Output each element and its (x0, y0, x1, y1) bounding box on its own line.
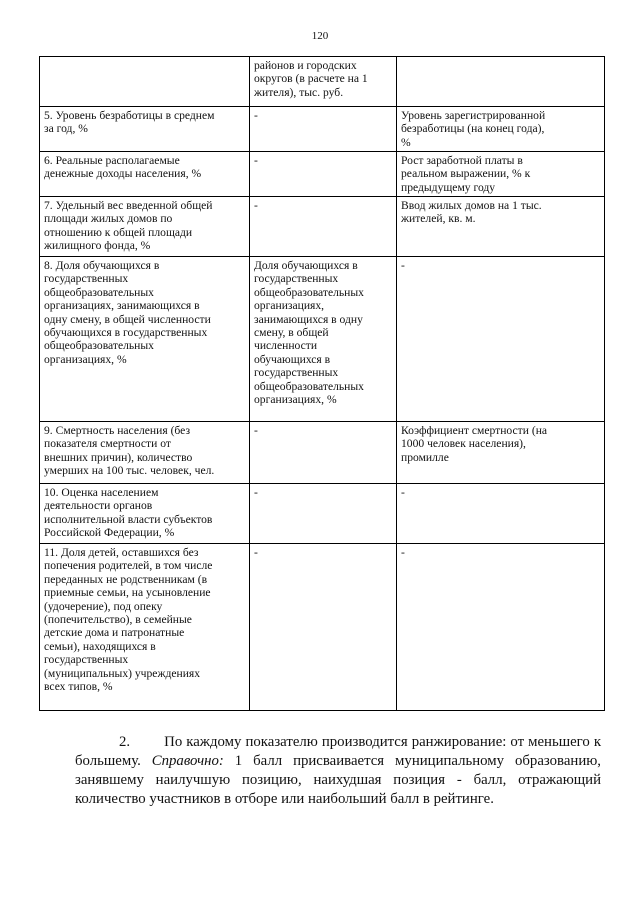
table-cell: - (250, 484, 397, 544)
paragraph-text-start: По каждому показателю производится ранжирование: от меньшего к большему. (75, 734, 602, 769)
table-cell: - (250, 544, 397, 711)
table-cell: 7. Удельный вес введенной общей площади жилых домов по отношению к общей площади жилищного фонда, % (40, 197, 250, 257)
table-row (40, 197, 605, 257)
table-cell: - (250, 422, 397, 484)
table-cell: 8. Доля обучающихся в государственных общеобразовательных организациях, занимающихся в одну смену, в общей численности обучающихся в государственных общеобразовательных организациях, % (40, 257, 250, 422)
table-cell: районов и городских округов (в расчете на 1 жителя), тыс. руб. (250, 57, 397, 107)
table-row (40, 544, 605, 711)
table-cell: - (250, 152, 397, 197)
table-cell: Ввод жилых домов на 1 тыс. жителей, кв. м. (397, 197, 605, 257)
table-cell: - (397, 484, 605, 544)
table-row (40, 107, 605, 152)
table-cell: Доля обучающихся в государственных общеобразовательных организациях, занимающихся в одну смену, в общей численности обучающихся в государственных общеобразовательных организациях, % (250, 257, 397, 422)
table-row (40, 57, 605, 107)
table-cell: Коэффициент смертности (на 1000 человек населения), промилле (397, 422, 605, 484)
table-cell: - (250, 107, 397, 152)
table-row (40, 484, 605, 544)
paragraph-italic-note: Справочно: (151, 753, 224, 769)
paragraph-text-end: 1 балл присваивается муниципальному образованию, занявшему наилучшую позицию, наихудшая позиция - балл, отражающий количество участников в отборе или наибольший балл в рейтинге. (75, 753, 601, 807)
table-cell: - (397, 544, 605, 711)
table-row (40, 257, 605, 422)
table-cell (40, 57, 250, 107)
indicators-table (39, 56, 605, 711)
paragraph-number: 2. (119, 734, 131, 750)
table-cell: Рост заработной платы в реальном выражении, % к предыдущему году (397, 152, 605, 197)
page-number: 120 (311, 30, 329, 42)
table-cell (397, 57, 605, 107)
table-cell: Уровень зарегистрированной безработицы (на конец года), % (397, 107, 605, 152)
table-cell: 9. Смертность населения (без показателя смертности от внешних причин), количество умерших на 100 тыс. человек, чел. (40, 422, 250, 484)
table-cell: 6. Реальные располагаемые денежные доходы населения, % (40, 152, 250, 197)
table-cell: - (250, 197, 397, 257)
table-cell: 11. Доля детей, оставшихся без попечения родителей, в том числе переданных не родственникам (в приемные семьи, на усыновление (удочерение), под опеку (попечительство), в семейные детские дома и патронатные семьи), находящихся в государственных (муниципальных) учреждениях всех типов, % (40, 544, 250, 711)
ranking-paragraph (75, 733, 601, 809)
table-cell: - (397, 257, 605, 422)
table-cell: 5. Уровень безработицы в среднем за год, % (40, 107, 250, 152)
table-row (40, 152, 605, 197)
table-row (40, 422, 605, 484)
table-cell: 10. Оценка населением деятельности органов исполнительной власти субъектов Российской Федерации, % (40, 484, 250, 544)
